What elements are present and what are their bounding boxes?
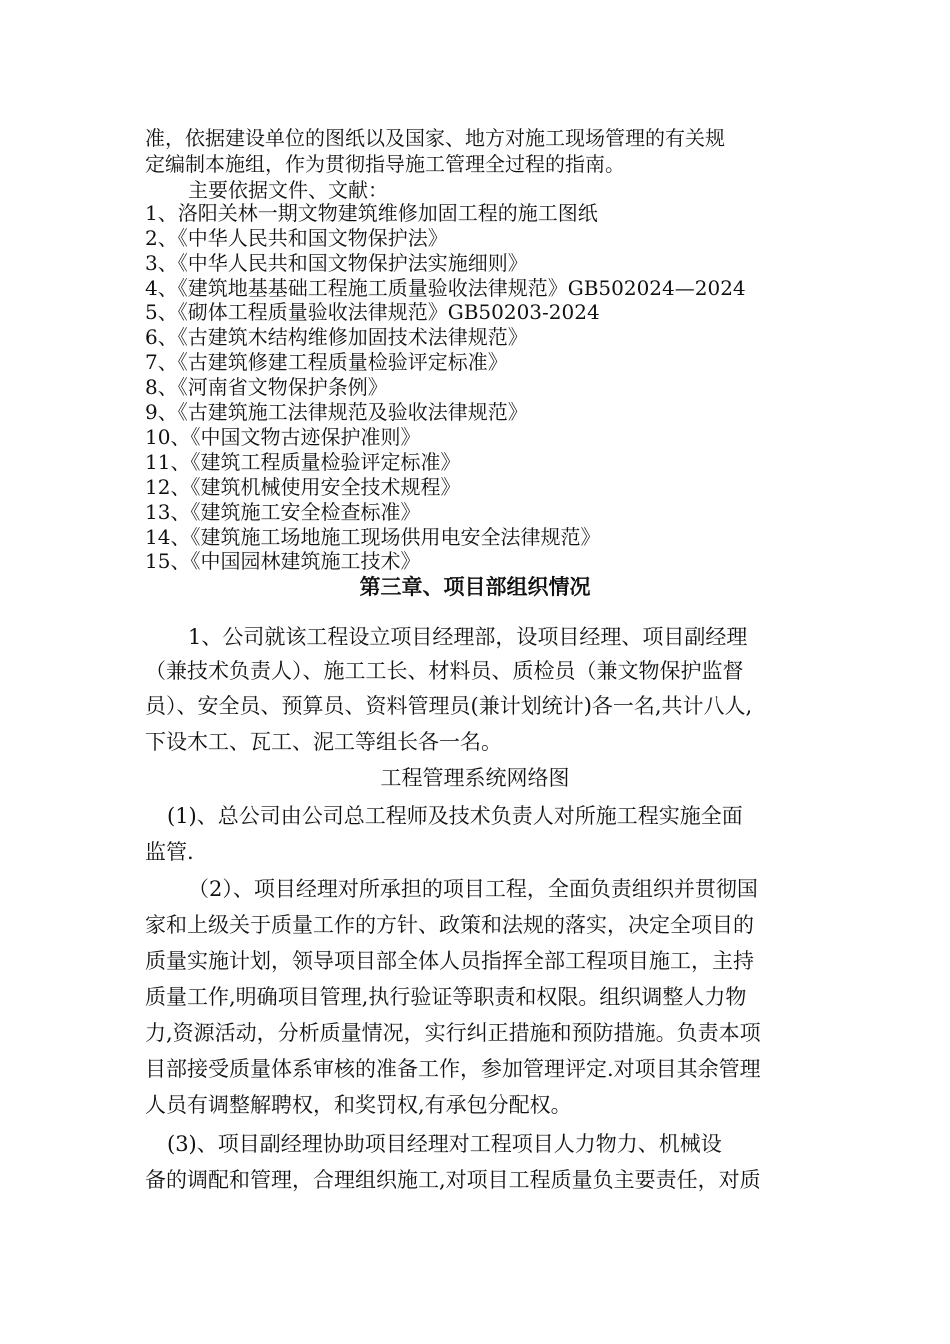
paragraph-line: 监管. <box>145 840 194 864</box>
reference-item: 14、《建筑施工场地施工现场供用电安全法律规范》 <box>145 525 601 549</box>
chapter-title: 第三章、项目部组织情况 <box>359 574 591 599</box>
reference-item: 8、《河南省文物保护条例》 <box>145 375 388 399</box>
network-diagram-title: 工程管理系统网络图 <box>380 766 570 790</box>
paragraph-line: 质量工作,明确项目管理,执行验证等职责和权限。组织调整人力物 <box>145 985 747 1009</box>
reference-item: 5、《砌体工程质量验收法律规范》GB50203-2024 <box>145 300 600 324</box>
paragraph-line: 备的调配和管理，合理组织施工,对项目工程质量负主要责任，对质 <box>145 1168 761 1192</box>
reference-item: 7、《古建筑修建工程质量检验评定标准》 <box>145 350 508 374</box>
intro-line-1: 准，依据建设单位的图纸以及国家、地方对施工现场管理的有关规 <box>145 126 725 150</box>
paragraph-line: 家和上级关于质量工作的方针、政策和法规的落实，决定全项目的 <box>145 913 754 937</box>
paragraph-line: 质量实施计划，领导项目部全体人员指挥全部工程项目施工，主持 <box>145 949 754 973</box>
paragraph-line: （兼技术负责人）、施工工长、材料员、质检员（兼文物保护监督 <box>145 659 744 683</box>
paragraph-line: 员）、安全员、预算员、资料管理员(兼计划统计)各一名,共计八人, <box>145 694 753 718</box>
reference-item: 11、《建筑工程质量检验评定标准》 <box>145 450 461 474</box>
paragraph-line: (3)、项目副经理协助项目经理对工程项目人力物力、机械设 <box>167 1132 722 1156</box>
reference-item: 6、《古建筑木结构维修加固技术法律规范》 <box>145 325 528 349</box>
reference-item: 13、《建筑施工安全检查标准》 <box>145 500 421 524</box>
reference-item: 9、《古建筑施工法律规范及验收法律规范》 <box>145 400 528 424</box>
reference-item: 10、《中国文物古迹保护准则》 <box>145 425 421 449</box>
intro-line-2: 定编制本施组，作为贯彻指导施工管理全过程的指南。 <box>145 152 625 176</box>
paragraph-line: （2）、项目经理对所承担的项目工程，全面负责组织并贯彻国 <box>188 877 758 901</box>
paragraph-line: (1)、总公司由公司总工程师及技术负责人对所施工程实施全面 <box>167 804 743 828</box>
references-title: 主要依据文件、文献： <box>188 178 388 202</box>
reference-item: 3、《中华人民共和国文物保护法实施细则》 <box>145 251 528 275</box>
reference-item: 1、洛阳关林一期文物建筑维修加固工程的施工图纸 <box>145 201 598 225</box>
paragraph-line: 1、公司就该工程设立项目经理部，设项目经理、项目副经理 <box>188 625 748 649</box>
paragraph-line: 人员有调整解聘权，和奖罚权,有承包分配权。 <box>145 1093 572 1117</box>
paragraph-line: 下设木工、瓦工、泥工等组长各一名。 <box>145 730 502 754</box>
reference-item: 2、《中华人民共和国文物保护法》 <box>145 226 448 250</box>
paragraph-line: 目部接受质量体系审核的准备工作，参加管理评定.对项目其余管理 <box>145 1057 761 1081</box>
reference-item: 12、《建筑机械使用安全技术规程》 <box>145 475 461 499</box>
reference-item: 4、《建筑地基基础工程施工质量验收法律规范》GB502024—2024 <box>145 276 746 300</box>
reference-item: 15、《中国园林建筑施工技术》 <box>145 549 421 573</box>
paragraph-line: 力,资源活动，分析质量情况，实行纠正措施和预防措施。负责本项 <box>145 1021 761 1045</box>
